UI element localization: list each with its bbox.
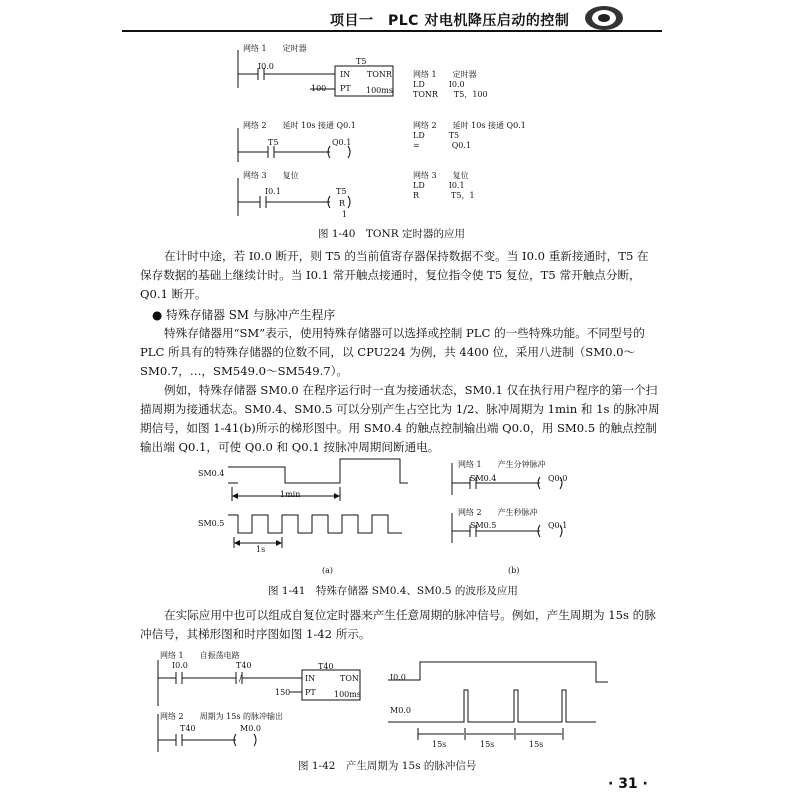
fig141-min-label: 1min xyxy=(280,490,301,499)
page-number: · 31 · xyxy=(608,776,648,792)
fig142-slash: / xyxy=(239,674,242,683)
fig142-i00-wave: I0.0 xyxy=(390,673,406,682)
header-rule xyxy=(122,30,662,32)
fig142-net2: 网络 2 周期为 15s 的脉冲输出 xyxy=(160,712,284,721)
fig140-stl1: 网络 1 定时器 LD I0.0 TONR T5，100 xyxy=(413,70,488,99)
fig142-pv: 150 xyxy=(275,688,291,697)
fig140-t5-contact: T5 xyxy=(268,138,279,147)
fig141-sm05-label: SM0.5 xyxy=(198,519,225,528)
fig140-t5-reset: T5 xyxy=(336,187,347,196)
fig140-stl2: 网络 2 延时 10s 接通 Q0.1 LD T5 = Q0.1 xyxy=(413,121,526,150)
fig142-t40-box: T40 xyxy=(318,662,334,671)
fig141-b-label: (b) xyxy=(508,566,520,575)
fig140-t5-label: T5 xyxy=(356,57,367,66)
fig140-pt-label: PT xyxy=(340,84,351,93)
fig140-r-label: R xyxy=(339,199,346,208)
fig140-ms-label: 100ms xyxy=(366,86,393,95)
fig142-ms: 100ms xyxy=(334,690,361,699)
fig140-tonr-label: TONR xyxy=(367,70,392,79)
fig142-15s-1: 15s xyxy=(432,740,447,749)
fig142-i00-contact: I0.0 xyxy=(172,661,188,670)
fig141-waveforms xyxy=(190,455,610,590)
fig142-t40-contact: T40 xyxy=(236,661,252,670)
paragraph-3: 例如，特殊存储器 SM0.0 在程序运行时一直为接通状态，SM0.1 仅在执行用户程序的第一个扫描周期为接通状态。SM0.4、SM0.5 可以分别产生占空比为 1/2、脉冲周期为 1min 和 1s 的脉冲周期信号，如图 1-41(b)所示的梯形图中。用 SM0.4 的触点控制输出端 Q0.0，用 SM0.5 的触点控制输出端 Q0.1，可使 Q0.0 和 Q0.1 按脉冲周期间断通电。 xyxy=(140,383,660,454)
fig140-pv-label: 100 xyxy=(311,84,327,93)
fig141-sm04-contact: SM0.4 xyxy=(470,474,497,483)
fig142-m00-coil: M0.0 xyxy=(240,724,261,733)
paragraph-2: 特殊存储器用“SM”表示，使用特殊存储器可以选择或控制 PLC 的一些特殊功能。不同型号的 PLC 所具有的特殊存储器的位数不同，以 CPU224 为例，共 4400 位，采用八进制（SM0.0～SM0.7，…，SM549.0～SM549.7）。 xyxy=(140,326,645,378)
fig142-m00-wave: M0.0 xyxy=(390,706,411,715)
fig141-sm04-label: SM0.4 xyxy=(198,469,225,478)
fig140-net2-label: 网络 2 延时 10s 接通 Q0.1 xyxy=(243,121,356,130)
fig142-t40-contact-2: T40 xyxy=(180,724,196,733)
fig141-caption: 图 1-41 特殊存储器 SM0.4、SM0.5 的波形及应用 xyxy=(268,585,518,597)
fig140-i00-label: I0.0 xyxy=(258,62,274,71)
fig142-ton: TON xyxy=(340,674,359,683)
fig140-q01-coil: Q0.1 xyxy=(332,138,352,147)
fig141-net1: 网络 1 产生分钟脉冲 xyxy=(458,460,546,469)
fig140-i01-label: I0.1 xyxy=(265,187,281,196)
fig140-net1-label: 网络 1 定时器 xyxy=(243,44,307,53)
fig141-s1-label: 1s xyxy=(256,545,266,554)
header-logo xyxy=(584,4,624,32)
fig140-caption: 图 1-40 TONR 定时器的应用 xyxy=(318,228,465,240)
fig142-in: IN xyxy=(305,674,316,683)
fig142-15s-2: 15s xyxy=(480,740,495,749)
fig142-15s-3: 15s xyxy=(529,740,544,749)
fig141-q00-coil: Q0.0 xyxy=(548,474,568,483)
fig141-q01-coil: Q0.1 xyxy=(548,521,568,530)
paragraph-4: 在实际应用中也可以组成自复位定时器来产生任意周期的脉冲信号。例如，产生周期为 15s 的脉冲信号，其梯形图和时序图如图 1-42 所示。 xyxy=(140,608,656,641)
section-bullet: ● 特殊存储器 SM 与脉冲产生程序 xyxy=(152,308,336,322)
fig142-pt: PT xyxy=(305,688,316,697)
fig141-a-label: (a) xyxy=(322,566,334,575)
fig140-net3-label: 网络 3 复位 xyxy=(243,171,299,180)
fig142-caption: 图 1-42 产生周期为 15s 的脉冲信号 xyxy=(298,760,477,772)
fig140-in-label: IN xyxy=(340,70,351,79)
fig141-sm05-contact: SM0.5 xyxy=(470,521,497,530)
paragraph-1: 在计时中途，若 I0.0 断开，则 T5 的当前值寄存器保持数据不变。当 I0.0 重新接通时，T5 在保存数据的基础上继续计时。当 I0.1 常开触点接通时，复位指令使 T5 复位，T5 常开触点分断，Q0.1 断开。 xyxy=(140,249,649,301)
fig142-diagram xyxy=(150,648,620,758)
page-header-title: 项目一 PLC 对电机降压启动的控制 xyxy=(330,13,570,29)
fig142-net1: 网络 1 自振荡电路 xyxy=(160,651,240,660)
fig140-one-label: 1 xyxy=(342,210,348,219)
fig140-stl3: 网络 3 复位 LD I0.1 R T5，1 xyxy=(413,171,475,200)
fig141-net2: 网络 2 产生秒脉冲 xyxy=(458,508,538,517)
